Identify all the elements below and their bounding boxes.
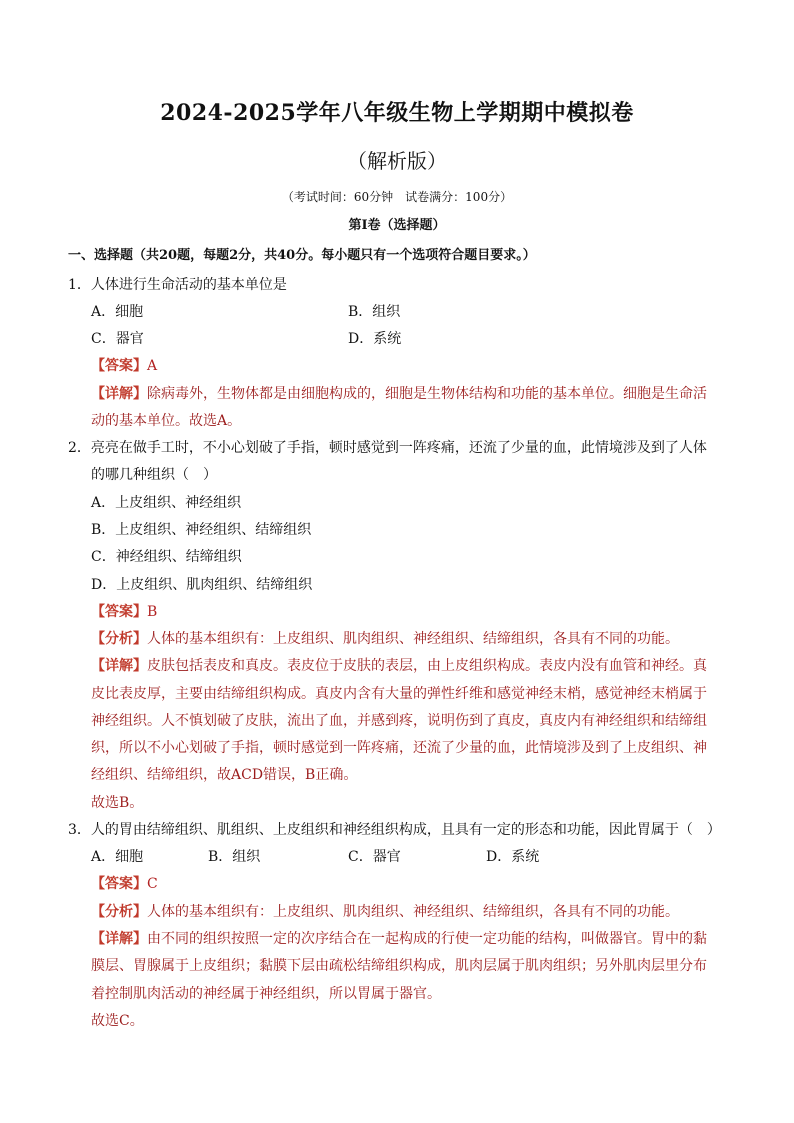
q1-detail-text: 除病毒外，生物体都是由细胞构成的，细胞是生物体结构和功能的基本单位。细胞是生命活 (147, 386, 707, 402)
q3-detail-line: 着控制肌肉活动的神经属于神经组织，所以胃属于器官。 (91, 986, 441, 1002)
answer-tag: 【答案】 (91, 358, 147, 374)
q3-answer-value: C (147, 876, 158, 892)
q2-detail-line: 皮比表皮厚，主要由结缔组织构成。真皮内含有大量的弹性纤维和感觉神经末梢，感觉神经末梢属于 (91, 686, 707, 702)
q2-answer-value: B (147, 604, 158, 620)
q3-option-b: B．组织 (208, 849, 261, 865)
q2-option-a: A．上皮组织、神经组织 (91, 495, 242, 511)
q1-detail-line: 动的基本单位。故选A。 (91, 413, 242, 429)
q1-detail-line (91, 383, 707, 403)
exam-meta: （考试时间：60分钟 试卷满分：100分） (281, 190, 513, 204)
q2-option-b: B．上皮组织、神经组织、结缔组织 (91, 522, 312, 538)
q2-conclusion: 故选B。 (91, 795, 144, 811)
analysis-tag: 【分析】 (91, 631, 147, 647)
detail-tag: 【详解】 (91, 658, 147, 674)
answer-tag: 【答案】 (91, 876, 147, 892)
q3-option-c: C．器官 (348, 849, 401, 865)
question-2-stem: 的哪几种组织（ ） (91, 467, 217, 483)
analysis-tag: 【分析】 (91, 904, 147, 920)
q3-analysis-text: 人体的基本组织有：上皮组织、肌肉组织、神经组织、结缔组织，各具有不同的功能。 (147, 904, 679, 920)
q3-detail-line (91, 928, 707, 948)
page-title: 2024-2025学年八年级生物上学期期中模拟卷 (160, 100, 634, 126)
q1-answer-value: A (147, 358, 158, 374)
q2-detail-line: 神经组织。人不慎划破了皮肤，流出了血，并感到疼，说明伤到了真皮，真皮内有神经组织和结缔组 (91, 713, 707, 729)
question-2-stem: 2．亮亮在做手工时，不小心划破了手指，顿时感觉到一阵疼痛，还流了少量的血，此情境涉及到了人体 (68, 440, 707, 456)
part-heading: 第Ⅰ卷（选择题） (348, 218, 446, 233)
q3-option-d: D．系统 (486, 849, 540, 865)
q3-detail-text: 由不同的组织按照一定的次序结合在一起构成的行使一定功能的结构，叫做器官。胃中的黏 (147, 931, 707, 947)
q3-detail-line: 膜层、胃腺属于上皮组织；黏膜下层由疏松结缔组织构成，肌肉层属于肌肉组织；另外肌肉层里分布 (91, 958, 707, 974)
q2-detail-text: 皮肤包括表皮和真皮。表皮位于皮肤的表层，由上皮组织构成。表皮内没有血管和神经。真 (147, 658, 707, 674)
q2-detail-line (91, 655, 707, 675)
q2-detail-line: 经组织、结缔组织，故ACD错误，B正确。 (91, 767, 358, 783)
detail-tag: 【详解】 (91, 386, 147, 402)
question-3-stem: 3．人的胃由结缔组织、肌组织、上皮组织和神经组织构成，且具有一定的形态和功能，因此胃属于（ ） (68, 822, 721, 838)
question-1-stem: 1．人体进行生命活动的基本单位是 (68, 277, 287, 293)
q2-answer (91, 601, 157, 621)
q3-answer (91, 873, 158, 893)
q2-option-d: D．上皮组织、肌肉组织、结缔组织 (91, 577, 313, 593)
q2-detail-line: 织，所以不小心划破了手指，顿时感觉到一阵疼痛，还流了少量的血，此情境涉及到了上皮组织、神 (91, 740, 707, 756)
q1-option-c: C．器官 (91, 331, 144, 347)
q3-option-a: A．细胞 (91, 849, 144, 865)
q2-option-c: C．神经组织、结缔组织 (91, 549, 242, 565)
detail-tag: 【详解】 (91, 931, 147, 947)
q2-analysis-text: 人体的基本组织有：上皮组织、肌肉组织、神经组织、结缔组织，各具有不同的功能。 (147, 631, 679, 647)
q1-option-b: B．组织 (348, 304, 401, 320)
page-subtitle: （解析版） (347, 149, 447, 173)
q3-analysis (91, 901, 679, 921)
q1-answer (91, 355, 157, 375)
q1-option-a: A．细胞 (91, 304, 144, 320)
q1-option-d: D．系统 (348, 331, 402, 347)
q3-conclusion: 故选C。 (91, 1013, 144, 1029)
q2-analysis (91, 628, 679, 648)
answer-tag: 【答案】 (91, 604, 147, 620)
section-heading: 一、选择题（共20题，每题2分，共40分。每小题只有一个选项符合题目要求。） (68, 248, 536, 263)
